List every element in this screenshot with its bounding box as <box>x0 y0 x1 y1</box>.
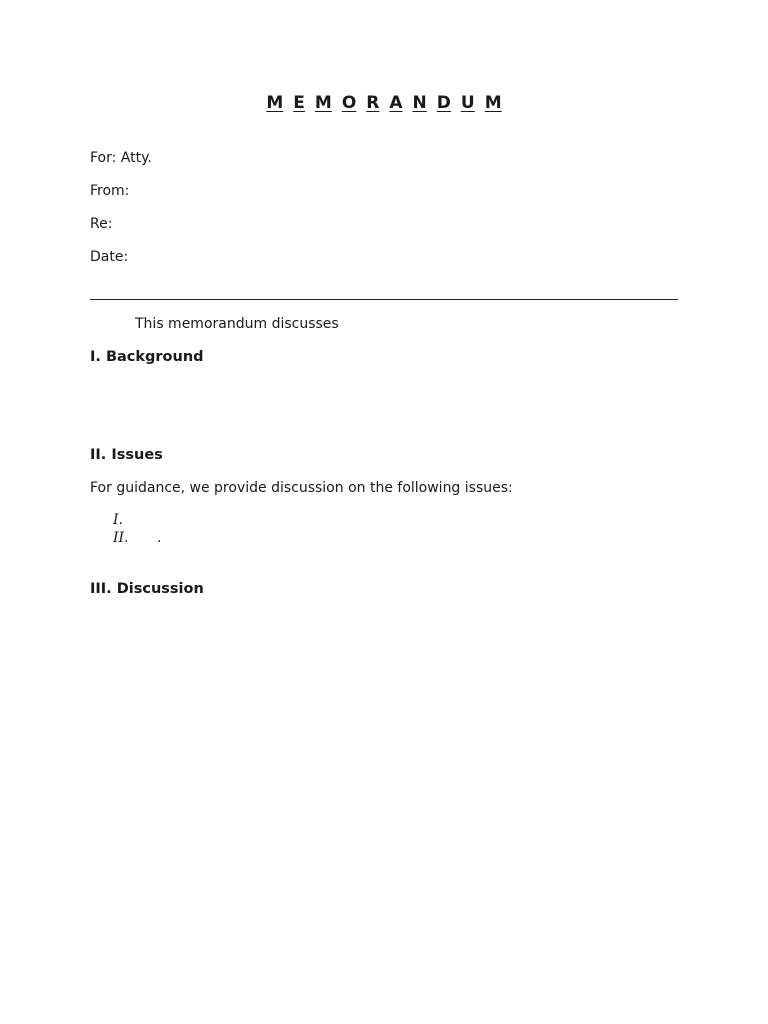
issue-list-item: I. <box>113 512 123 528</box>
from-field: From: <box>90 183 130 199</box>
for-field: For: Atty. <box>90 150 152 166</box>
issues-paragraph: For guidance, we provide discussion on the following issues: <box>90 480 513 496</box>
title-letter: D <box>436 93 451 113</box>
heading-discussion: III. Discussion <box>90 581 204 597</box>
header-divider <box>90 299 678 300</box>
title-letter: U <box>460 93 475 113</box>
title-letter: R <box>366 93 380 113</box>
re-field: Re: <box>90 216 113 232</box>
issue-list-trailing: . <box>157 530 162 546</box>
title-letter: A <box>389 93 403 113</box>
title-letter: M <box>266 93 284 113</box>
title-letter: M <box>484 93 502 113</box>
memo-title <box>0 93 768 113</box>
issue-list-item: II. <box>113 530 129 546</box>
date-field: Date: <box>90 249 129 265</box>
heading-issues: II. Issues <box>90 447 163 463</box>
intro-paragraph: This memorandum discusses <box>135 316 339 332</box>
heading-background: I. Background <box>90 349 204 365</box>
title-letter: N <box>412 93 427 113</box>
title-letter: M <box>314 93 332 113</box>
title-letter: O <box>341 93 357 113</box>
title-letter: E <box>293 93 305 113</box>
